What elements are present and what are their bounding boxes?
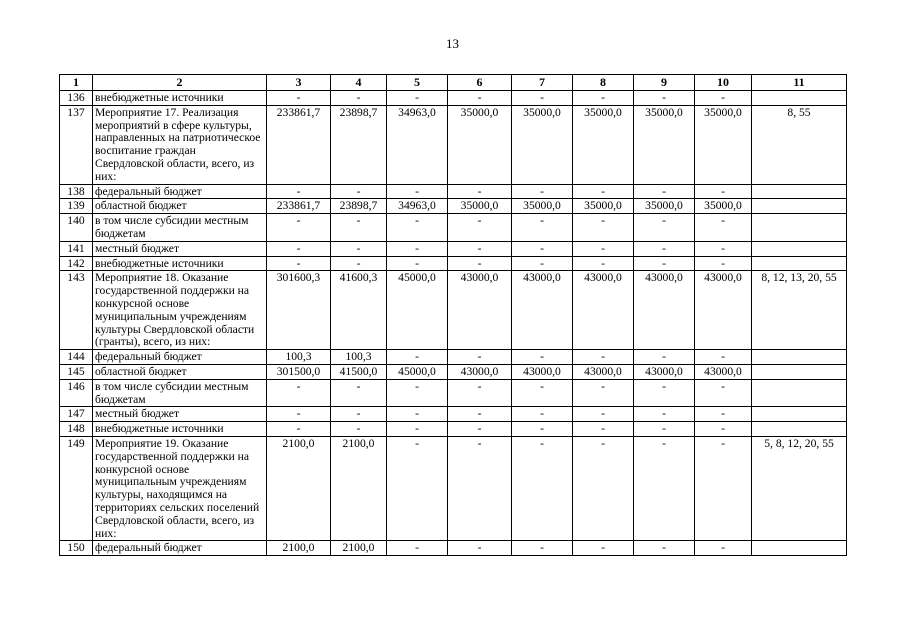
row-number: 140 [60, 214, 93, 242]
row-label: Мероприятие 17. Реализация мероприятий в сфере культуры, направленных на патриотическое воспитание граждан Свердловской области, всего, из них: [93, 105, 267, 184]
row-value: - [267, 422, 331, 437]
row-value: 43000,0 [573, 271, 634, 350]
row-value: - [512, 436, 573, 540]
row-label: внебюджетные источники [93, 256, 267, 271]
row-value: 2100,0 [267, 541, 331, 556]
table-row [60, 105, 847, 184]
row-value: 35000,0 [634, 105, 695, 184]
row-goals [752, 422, 847, 437]
table-row [60, 350, 847, 365]
row-value: - [512, 422, 573, 437]
row-value: - [331, 379, 387, 407]
row-goals [752, 350, 847, 365]
row-value: - [387, 241, 448, 256]
row-value: 35000,0 [695, 105, 752, 184]
row-label: в том числе субсидии местным бюджетам [93, 379, 267, 407]
row-value: - [695, 184, 752, 199]
row-value: 100,3 [331, 350, 387, 365]
row-goals [752, 541, 847, 556]
row-value: - [267, 256, 331, 271]
row-value: 43000,0 [512, 364, 573, 379]
row-value: - [634, 407, 695, 422]
row-value: 45000,0 [387, 271, 448, 350]
row-goals [752, 214, 847, 242]
row-value: 233861,7 [267, 199, 331, 214]
table-row [60, 271, 847, 350]
row-value: - [448, 350, 512, 365]
row-value: 35000,0 [512, 199, 573, 214]
column-header: 2 [93, 75, 267, 91]
row-value: - [634, 422, 695, 437]
row-value: 34963,0 [387, 105, 448, 184]
column-header: 6 [448, 75, 512, 91]
row-goals: 5, 8, 12, 20, 55 [752, 436, 847, 540]
row-value: 35000,0 [695, 199, 752, 214]
row-value: 43000,0 [512, 271, 573, 350]
row-value: - [267, 91, 331, 106]
row-value: - [573, 379, 634, 407]
row-value: - [267, 214, 331, 242]
row-value: 45000,0 [387, 364, 448, 379]
row-value: - [634, 256, 695, 271]
row-value: - [695, 350, 752, 365]
row-value: - [267, 184, 331, 199]
row-value: 35000,0 [573, 199, 634, 214]
row-value: - [331, 214, 387, 242]
row-number: 145 [60, 364, 93, 379]
row-value: - [387, 436, 448, 540]
row-goals [752, 241, 847, 256]
row-value: - [387, 541, 448, 556]
row-value: 43000,0 [448, 364, 512, 379]
row-number: 142 [60, 256, 93, 271]
row-value: - [387, 407, 448, 422]
row-number: 143 [60, 271, 93, 350]
row-value: 43000,0 [573, 364, 634, 379]
table-row [60, 91, 847, 106]
row-value: - [387, 214, 448, 242]
row-value: - [267, 407, 331, 422]
row-value: - [695, 436, 752, 540]
table-row [60, 541, 847, 556]
row-value: - [695, 214, 752, 242]
row-value: - [267, 241, 331, 256]
row-value: 2100,0 [331, 436, 387, 540]
budget-table [59, 74, 847, 556]
column-header: 1 [60, 75, 93, 91]
column-header: 4 [331, 75, 387, 91]
row-label: Мероприятие 19. Оказание государственной поддержки на конкурсной основе муниципальным учреждениям культуры, находящимся на территориях сельских поселений Свердловской области, всего, из них: [93, 436, 267, 540]
row-value: - [695, 541, 752, 556]
row-number: 148 [60, 422, 93, 437]
row-value: 23898,7 [331, 199, 387, 214]
row-value: - [331, 256, 387, 271]
row-goals [752, 407, 847, 422]
table-row [60, 199, 847, 214]
row-value: - [448, 184, 512, 199]
row-value: 23898,7 [331, 105, 387, 184]
row-goals: 8, 55 [752, 105, 847, 184]
row-goals [752, 91, 847, 106]
row-value: 301500,0 [267, 364, 331, 379]
row-label: внебюджетные источники [93, 422, 267, 437]
row-number: 141 [60, 241, 93, 256]
row-value: - [573, 184, 634, 199]
row-value: - [448, 214, 512, 242]
row-value: - [387, 379, 448, 407]
row-value: - [331, 241, 387, 256]
table-row [60, 422, 847, 437]
row-number: 149 [60, 436, 93, 540]
row-label: в том числе субсидии местным бюджетам [93, 214, 267, 242]
row-value: - [573, 436, 634, 540]
row-number: 150 [60, 541, 93, 556]
table-row [60, 184, 847, 199]
row-value: - [448, 379, 512, 407]
table-row [60, 379, 847, 407]
row-value: - [331, 422, 387, 437]
row-value: - [573, 407, 634, 422]
row-value: - [512, 541, 573, 556]
row-value: - [634, 350, 695, 365]
row-value: - [634, 379, 695, 407]
row-value: - [573, 256, 634, 271]
row-value: - [448, 436, 512, 540]
row-value: - [634, 184, 695, 199]
row-value: 35000,0 [634, 199, 695, 214]
table-row [60, 407, 847, 422]
row-value: 35000,0 [448, 199, 512, 214]
row-value: 2100,0 [331, 541, 387, 556]
row-value: - [695, 256, 752, 271]
row-value: 41600,3 [331, 271, 387, 350]
row-goals [752, 379, 847, 407]
row-value: - [448, 407, 512, 422]
row-number: 136 [60, 91, 93, 106]
row-number: 147 [60, 407, 93, 422]
row-value: - [331, 184, 387, 199]
row-value: - [448, 541, 512, 556]
row-value: 35000,0 [512, 105, 573, 184]
row-value: - [448, 241, 512, 256]
row-label: местный бюджет [93, 407, 267, 422]
row-value: - [634, 436, 695, 540]
row-value: - [634, 241, 695, 256]
table-row [60, 214, 847, 242]
row-value: - [634, 541, 695, 556]
row-value: - [573, 241, 634, 256]
column-header: 11 [752, 75, 847, 91]
row-goals [752, 364, 847, 379]
column-header: 8 [573, 75, 634, 91]
row-label: областной бюджет [93, 199, 267, 214]
table-row [60, 436, 847, 540]
row-label: местный бюджет [93, 241, 267, 256]
row-value: - [448, 256, 512, 271]
column-header: 7 [512, 75, 573, 91]
row-value: 43000,0 [695, 364, 752, 379]
row-value: - [512, 256, 573, 271]
row-value: - [695, 407, 752, 422]
row-value: - [695, 422, 752, 437]
row-value: 43000,0 [448, 271, 512, 350]
row-value: - [387, 184, 448, 199]
row-value: - [634, 91, 695, 106]
row-value: - [512, 241, 573, 256]
table-row [60, 256, 847, 271]
row-goals [752, 199, 847, 214]
row-number: 144 [60, 350, 93, 365]
header-row [60, 75, 847, 91]
row-number: 138 [60, 184, 93, 199]
row-value: - [573, 214, 634, 242]
row-goals: 8, 12, 13, 20, 55 [752, 271, 847, 350]
row-value: - [331, 407, 387, 422]
row-value: 100,3 [267, 350, 331, 365]
row-number: 146 [60, 379, 93, 407]
row-value: 301600,3 [267, 271, 331, 350]
row-value: 2100,0 [267, 436, 331, 540]
column-header: 5 [387, 75, 448, 91]
row-value: - [512, 407, 573, 422]
row-value: - [695, 91, 752, 106]
row-value: - [387, 91, 448, 106]
row-value: 233861,7 [267, 105, 331, 184]
table-row [60, 364, 847, 379]
row-value: - [573, 350, 634, 365]
page-number: 13 [446, 36, 459, 51]
row-value: - [695, 241, 752, 256]
row-value: - [448, 422, 512, 437]
row-value: - [512, 214, 573, 242]
row-value: 43000,0 [695, 271, 752, 350]
row-value: - [512, 350, 573, 365]
row-label: федеральный бюджет [93, 541, 267, 556]
row-value: 43000,0 [634, 271, 695, 350]
row-label: федеральный бюджет [93, 350, 267, 365]
row-goals [752, 256, 847, 271]
row-label: внебюджетные источники [93, 91, 267, 106]
row-value: - [512, 91, 573, 106]
row-value: 35000,0 [448, 105, 512, 184]
row-label: федеральный бюджет [93, 184, 267, 199]
row-number: 139 [60, 199, 93, 214]
row-value: 34963,0 [387, 199, 448, 214]
row-label: областной бюджет [93, 364, 267, 379]
row-value: 43000,0 [634, 364, 695, 379]
row-value: - [387, 256, 448, 271]
row-value: - [573, 422, 634, 437]
row-value: - [331, 91, 387, 106]
row-label: Мероприятие 18. Оказание государственной поддержки на конкурсной основе муниципальным учреждениям культуры Свердловской области (гранты), всего, из них: [93, 271, 267, 350]
row-value: - [387, 350, 448, 365]
row-goals [752, 184, 847, 199]
row-number: 137 [60, 105, 93, 184]
row-value: - [387, 422, 448, 437]
row-value: 35000,0 [573, 105, 634, 184]
column-header: 3 [267, 75, 331, 91]
row-value: - [573, 541, 634, 556]
row-value: - [448, 91, 512, 106]
row-value: - [267, 379, 331, 407]
row-value: 41500,0 [331, 364, 387, 379]
table-row [60, 241, 847, 256]
row-value: - [634, 214, 695, 242]
row-value: - [512, 184, 573, 199]
column-header: 10 [695, 75, 752, 91]
row-value: - [573, 91, 634, 106]
column-header: 9 [634, 75, 695, 91]
row-value: - [512, 379, 573, 407]
row-value: - [695, 379, 752, 407]
